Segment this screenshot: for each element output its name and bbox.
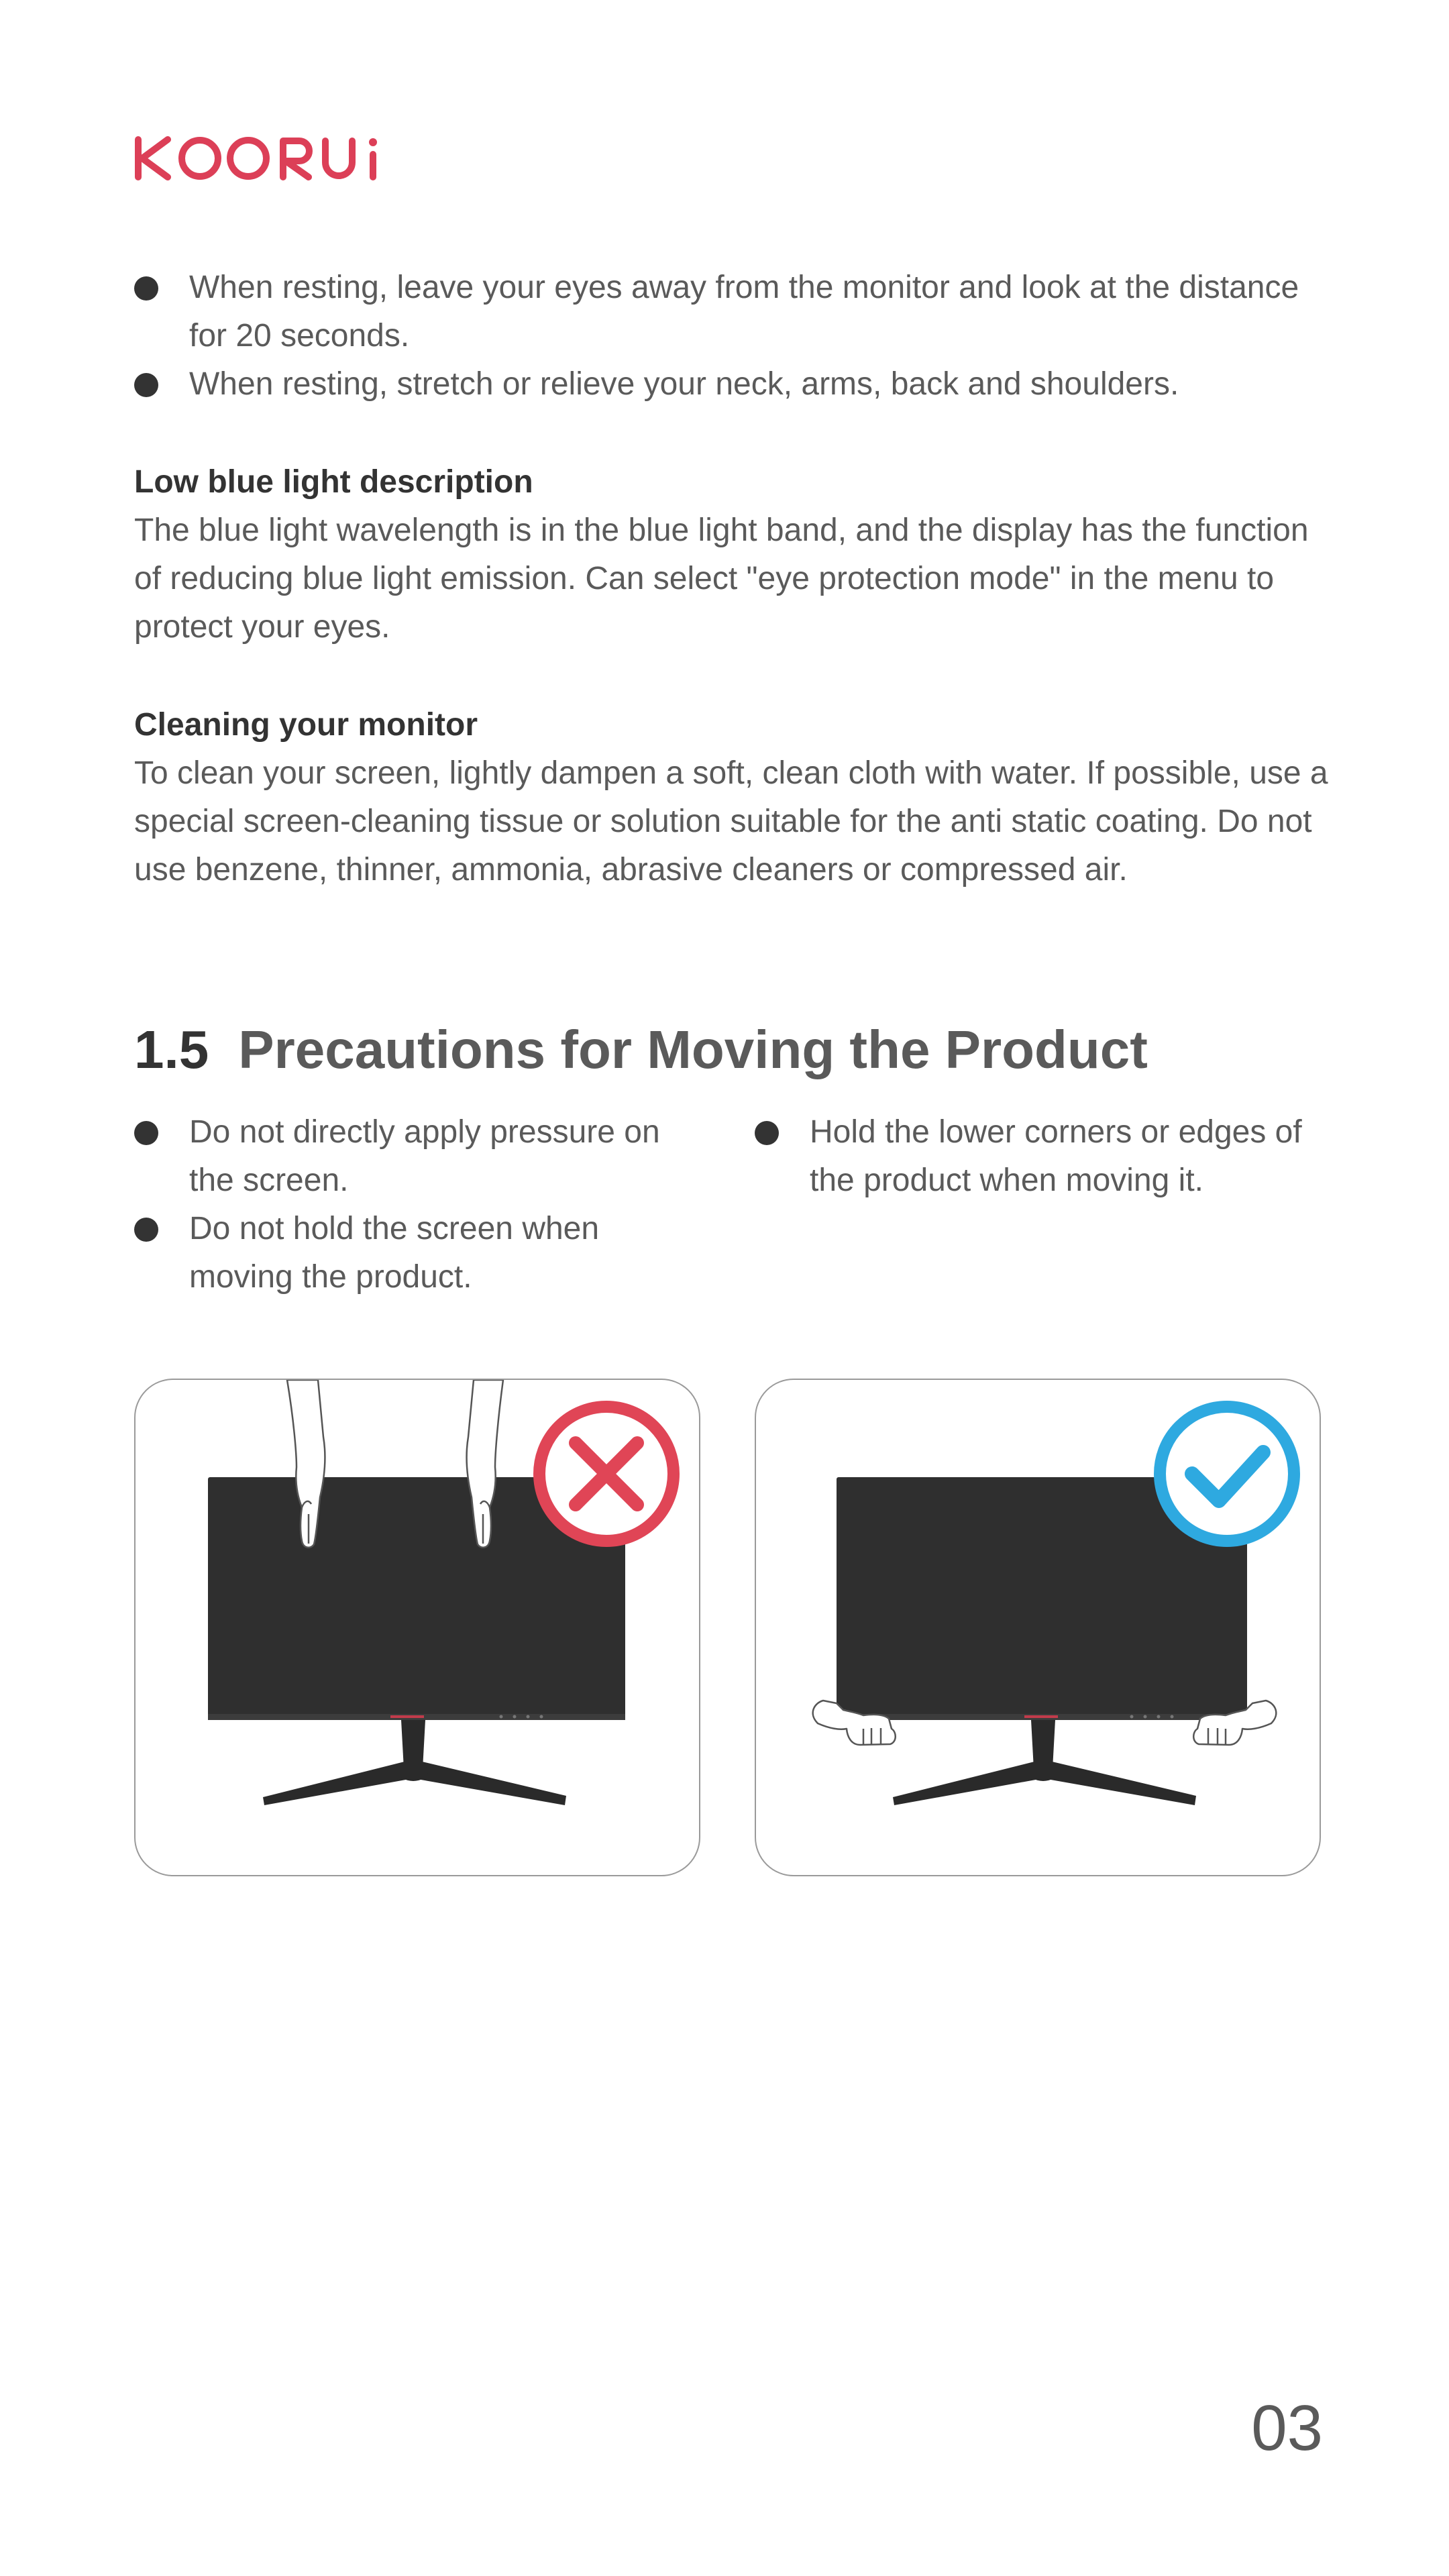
- monitor-stand: [263, 1720, 566, 1805]
- blue-light-paragraph: The blue light wavelength is in the blue light band, and the display has the function of reducing blue light emission. Can select "eye protection mode" in the menu to protect your eyes.: [134, 513, 1309, 645]
- moving-tip-text: Do not hold the screen when moving the product.: [189, 1211, 600, 1295]
- list-item: [134, 1108, 684, 1205]
- bullet-dot: [134, 1121, 158, 1145]
- brand-logo: [134, 134, 382, 182]
- moving-tip-text: Do not directly apply pressure on the screen.: [189, 1114, 660, 1198]
- check-circle-icon: [1160, 1407, 1294, 1541]
- bullet-dot: [134, 373, 158, 397]
- monitor-stand: [893, 1720, 1196, 1805]
- page-number: 03: [1251, 2392, 1323, 2464]
- list-item: [755, 1108, 1332, 1205]
- resting-tips-list: [134, 264, 1342, 409]
- moving-tip-text: Hold the lower corners or edges of the product when moving it.: [810, 1114, 1302, 1198]
- cross-circle-icon: [539, 1407, 674, 1541]
- blue-light-heading: Low blue light description: [134, 464, 533, 500]
- moving-tips-right: [755, 1108, 1332, 1205]
- section-number: 1.5: [134, 1020, 209, 1079]
- resting-tip-text: When resting, stretch or relieve your neck, arms, back and shoulders.: [189, 366, 1179, 402]
- bullet-dot: [755, 1121, 779, 1145]
- list-item: [134, 1205, 684, 1301]
- cleaning-heading: Cleaning your monitor: [134, 707, 478, 743]
- bullet-dot: [134, 1218, 158, 1242]
- illustration-correct-handling: [755, 1379, 1321, 1876]
- section-heading-moving: [134, 1016, 1148, 1097]
- moving-tips-left: [134, 1108, 684, 1301]
- illustration-wrong-handling: [134, 1379, 700, 1876]
- koorui-logo-graphic: [134, 134, 382, 182]
- section-title: Precautions for Moving the Product: [238, 1020, 1148, 1079]
- bullet-dot: [134, 276, 158, 301]
- cleaning-paragraph: To clean your screen, lightly dampen a soft, clean cloth with water. If possible, use a special screen-cleaning tissue or solution suitable for the anti static coating. Do not use benzene, thinner, ammonia, abrasive cleaners or compressed air.: [134, 755, 1328, 888]
- list-item: [134, 360, 1342, 409]
- resting-tip-text: When resting, leave your eyes away from the monitor and look at the distance for 20 seconds.: [189, 270, 1299, 354]
- list-item: [134, 264, 1342, 360]
